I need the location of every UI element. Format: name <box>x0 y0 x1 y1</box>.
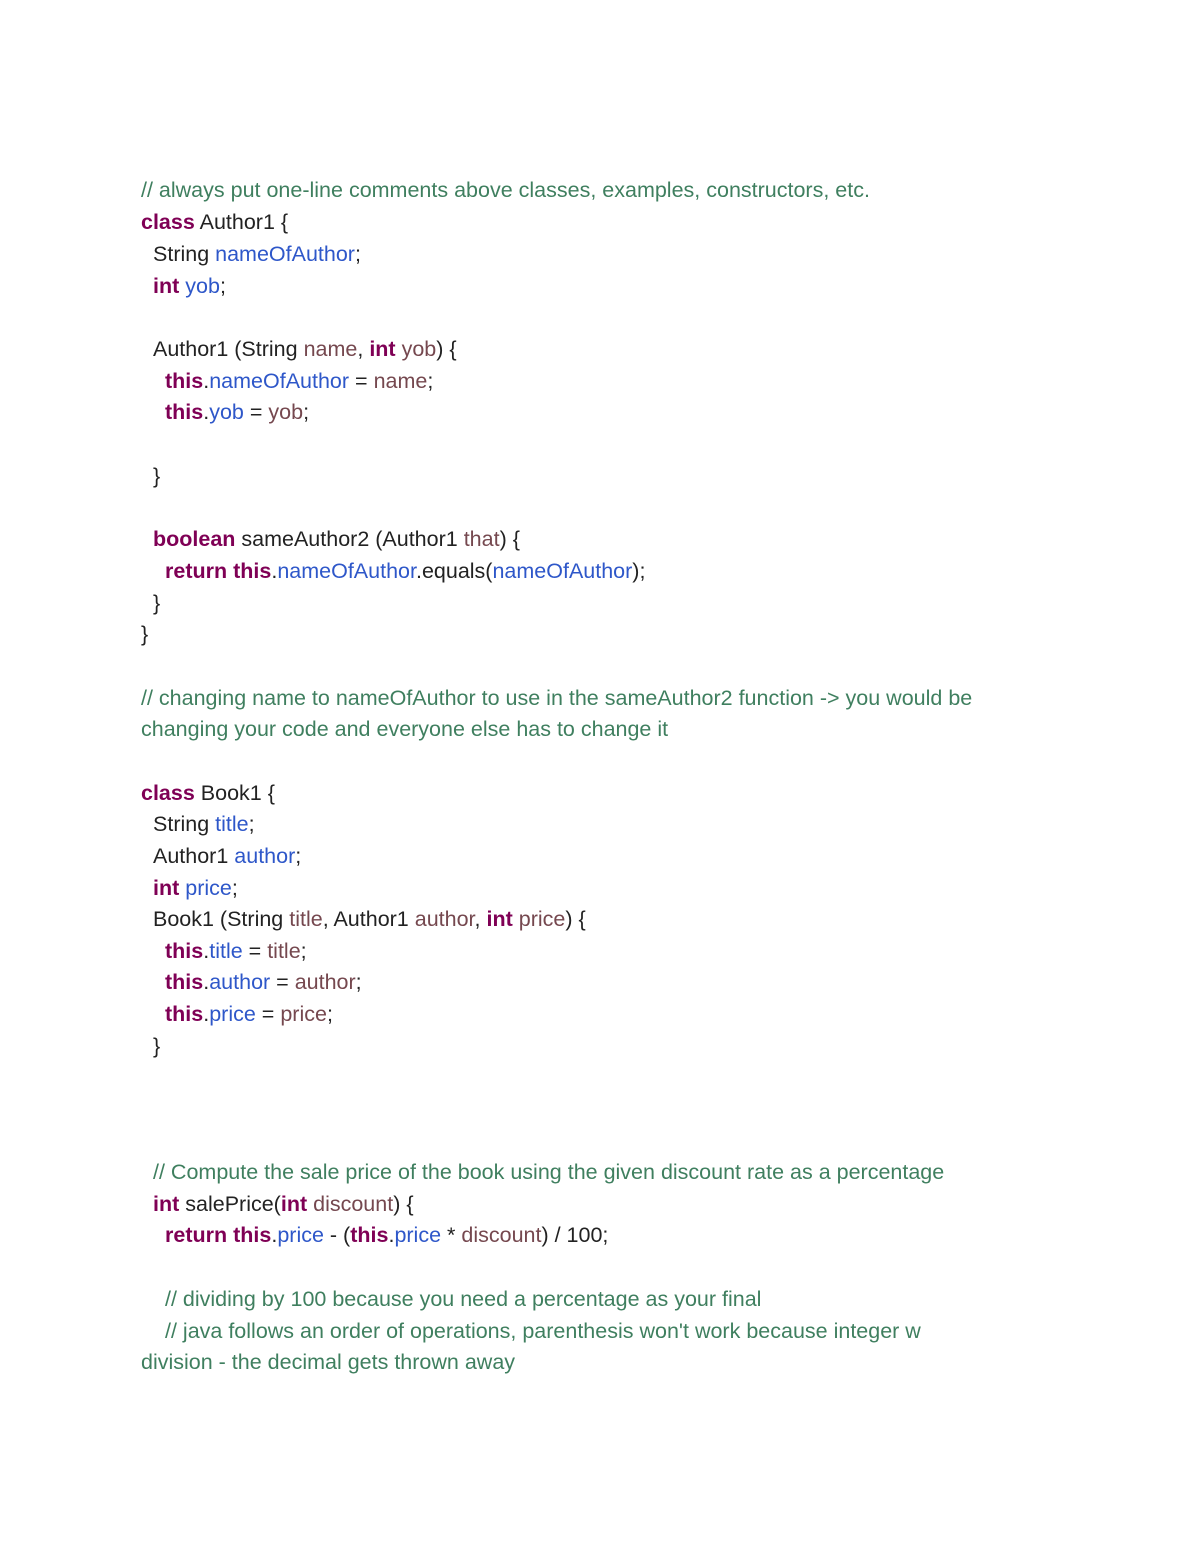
code-text: ; <box>219 274 226 298</box>
param-token: price <box>518 907 566 931</box>
code-text: , Author1 <box>322 907 415 931</box>
code-text: . <box>203 970 210 994</box>
keyword-token: this <box>165 400 204 424</box>
code-text: String <box>153 242 216 266</box>
code-text: . <box>271 559 278 583</box>
param-token: title <box>289 907 323 931</box>
code-text: = <box>270 970 295 994</box>
field-token: nameOfAuthor <box>209 369 350 393</box>
keyword-token: int <box>153 1192 180 1216</box>
code-text: ; <box>300 939 307 963</box>
keyword-token: int <box>486 907 513 931</box>
code-line <box>141 684 972 712</box>
field-token: title <box>209 939 243 963</box>
code-line <box>153 810 255 838</box>
code-line <box>153 589 160 617</box>
code-text: ; <box>231 876 238 900</box>
keyword-token: boolean <box>153 527 236 551</box>
code-text: ) { <box>393 1192 414 1216</box>
keyword-token: class <box>141 781 195 805</box>
comment-token: // always put one-line comments above classes, examples, constructors, etc. <box>141 178 870 202</box>
code-text: = <box>255 1002 281 1026</box>
field-token: yob <box>185 274 220 298</box>
code-text: ; <box>295 844 302 868</box>
code-line <box>165 937 307 965</box>
code-line <box>141 715 668 743</box>
code-line <box>165 398 309 426</box>
code-text: . <box>203 1002 210 1026</box>
param-token: discount <box>313 1192 394 1216</box>
code-text: * <box>441 1223 462 1247</box>
code-text: = <box>242 939 268 963</box>
comment-token: // dividing by 100 because you need a percentage as your final <box>165 1287 762 1311</box>
keyword-token: this <box>233 559 272 583</box>
code-text: ) { <box>436 337 457 361</box>
code-text: salePrice( <box>179 1192 281 1216</box>
code-text: Book1 { <box>194 781 275 805</box>
code-text: ) / 100; <box>541 1223 609 1247</box>
field-token: nameOfAuthor <box>277 559 416 583</box>
keyword-token: return <box>165 1223 228 1247</box>
field-token: yob <box>209 400 244 424</box>
code-line <box>165 367 433 395</box>
code-text: String <box>153 812 216 836</box>
keyword-token: this <box>350 1223 389 1247</box>
comment-token: changing your code and everyone else has to change it <box>141 717 669 741</box>
code-text: ); <box>632 559 646 583</box>
code-text: ; <box>354 242 361 266</box>
code-text: ; <box>326 1002 333 1026</box>
field-token: title <box>215 812 249 836</box>
code-text: } <box>141 622 149 646</box>
code-text: . <box>388 1223 395 1247</box>
code-text: . <box>203 400 210 424</box>
field-token: author <box>209 970 271 994</box>
keyword-token: this <box>165 939 204 963</box>
code-line <box>153 874 238 902</box>
code-text: } <box>153 591 161 615</box>
field-token: price <box>394 1223 442 1247</box>
code-line <box>153 462 160 490</box>
keyword-token: class <box>141 210 195 234</box>
code-line <box>153 1032 160 1060</box>
field-token: nameOfAuthor <box>492 559 633 583</box>
code-text: ) { <box>499 527 520 551</box>
field-token: author <box>234 844 296 868</box>
code-text: ; <box>248 812 255 836</box>
code-line <box>165 557 645 585</box>
code-line <box>165 1285 761 1313</box>
code-text: . <box>203 369 210 393</box>
code-text: ; <box>427 369 434 393</box>
code-line <box>165 968 362 996</box>
code-line <box>153 1158 944 1186</box>
param-token: name <box>373 369 428 393</box>
param-token: title <box>267 939 301 963</box>
code-text: ) { <box>565 907 586 931</box>
comment-token: // changing name to nameOfAuthor to use in the sameAuthor2 function -> you would be <box>141 686 973 710</box>
code-text: . <box>203 939 210 963</box>
code-line <box>165 1317 921 1345</box>
keyword-token: this <box>165 970 204 994</box>
param-token: author <box>294 970 356 994</box>
code-text: , <box>357 337 370 361</box>
param-token: author <box>414 907 475 931</box>
param-token: price <box>280 1002 327 1026</box>
comment-token: // java follows an order of operations, parenthesis won't work because integer w <box>165 1319 921 1343</box>
code-text: } <box>153 1034 161 1058</box>
field-token: price <box>209 1002 256 1026</box>
code-line <box>153 1190 414 1218</box>
code-line <box>153 335 457 363</box>
keyword-token: return <box>165 559 228 583</box>
keyword-token: int <box>369 337 396 361</box>
keyword-token: this <box>165 369 204 393</box>
keyword-token: int <box>153 274 180 298</box>
comment-token: // Compute the sale price of the book using the given discount rate as a percentage <box>153 1160 945 1184</box>
code-line <box>153 240 361 268</box>
comment-token: division - the decimal gets thrown away <box>141 1350 516 1374</box>
code-text: ; <box>355 970 362 994</box>
code-line <box>141 208 288 236</box>
code-line <box>165 1221 608 1249</box>
code-text: ; <box>303 400 310 424</box>
param-token: name <box>303 337 358 361</box>
code-text: } <box>153 464 161 488</box>
code-text: . <box>271 1223 278 1247</box>
param-token: discount <box>461 1223 542 1247</box>
keyword-token: this <box>165 1002 204 1026</box>
param-token: that <box>463 527 500 551</box>
code-text: = <box>243 400 269 424</box>
code-text: Author1 (String <box>153 337 304 361</box>
code-line <box>153 842 301 870</box>
param-token: yob <box>268 400 304 424</box>
keyword-token: int <box>153 876 180 900</box>
code-line <box>153 272 226 300</box>
field-token: nameOfAuthor <box>215 242 355 266</box>
code-line <box>141 779 275 807</box>
keyword-token: this <box>233 1223 272 1247</box>
code-text: - ( <box>323 1223 351 1247</box>
code-text: sameAuthor2 (Author1 <box>235 527 464 551</box>
code-text: Author1 <box>153 844 235 868</box>
field-token: price <box>185 876 232 900</box>
keyword-token: int <box>280 1192 308 1216</box>
code-line <box>141 620 148 648</box>
code-text: .equals( <box>415 559 493 583</box>
code-text: Book1 (String <box>153 907 290 931</box>
param-token: yob <box>401 337 437 361</box>
code-text: Author1 { <box>194 210 289 234</box>
code-text: , <box>474 907 487 931</box>
code-line <box>153 905 586 933</box>
field-token: price <box>277 1223 324 1247</box>
code-line <box>141 1348 515 1376</box>
code-line <box>141 176 870 204</box>
code-text: = <box>349 369 374 393</box>
code-line <box>165 1000 333 1028</box>
code-line <box>153 525 520 553</box>
